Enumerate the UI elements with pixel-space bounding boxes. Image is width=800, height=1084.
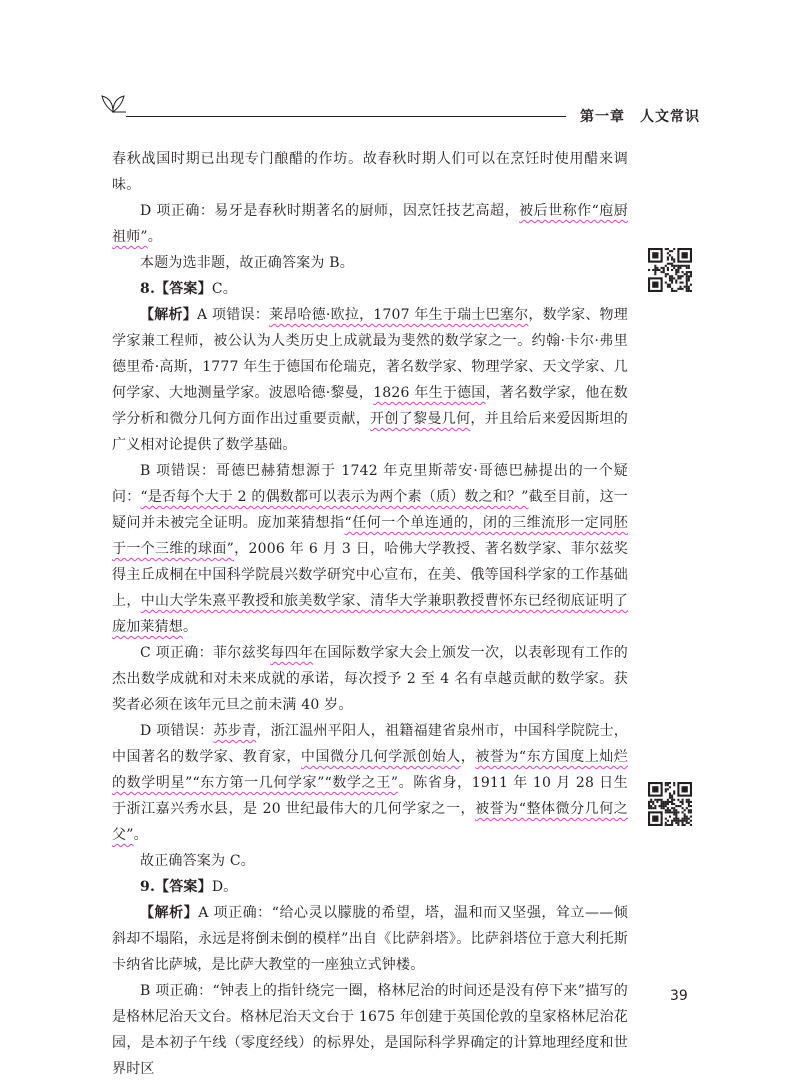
- text-run: 春秋战国时期已出现专门酿醋的作坊。故春秋时期人们可以在烹饪时使用醋来调味。: [112, 151, 628, 193]
- text-run: 。: [147, 229, 162, 245]
- text-run: ，并且给后来爱因斯坦的广义相对论提供了数学基础。: [112, 411, 628, 453]
- highlighted-text: 1826 年生于德国: [373, 385, 486, 401]
- bold-label: 8.【答案】: [140, 281, 212, 297]
- paragraph: [112, 874, 628, 900]
- text-run: ，2006 年 6 月 3 日，哈佛大学教授、著名数学家、菲尔兹奖得主丘成桐在中国科学院晨兴数学研究中心宣布，在美、俄等国科学家的工作基础上，: [112, 541, 628, 609]
- text-run: 故正确答案为 C。: [140, 853, 255, 869]
- text-run: D。: [211, 879, 238, 895]
- text-run: 截至目前，这一疑问并未被完全证明。庞加莱猜想指: [112, 489, 628, 531]
- paragraph: [112, 250, 628, 276]
- highlighted-text: 莱昂哈德·欧拉，1707 年生于瑞士巴塞尔: [268, 307, 529, 323]
- paragraph: [112, 302, 628, 458]
- highlighted-text: “任何一个单连通的，闭的三维流形一定同胚于一个三维的球面”: [112, 515, 629, 557]
- text-run: ，: [460, 749, 476, 765]
- text-run: A 项错误：: [196, 307, 269, 323]
- qr-code-icon: [648, 248, 692, 292]
- highlighted-text: 中山大学朱熹平教授和旅美数学家、清华大学兼职教授曹怀东已经彻底证明了庞加莱猜想: [112, 593, 628, 635]
- page-content: [112, 146, 628, 1082]
- paragraph: [112, 640, 628, 718]
- text-run: C。: [211, 281, 237, 297]
- bold-label: 【解析】: [140, 905, 199, 921]
- text-run: ，数学家、物理学家兼工程师，被公认为人类历史上成就最为斐然的数学家之一。约翰·卡尔·弗里德里希·高斯，1777 年生于德国布伦瑞克，著名数学家、物理学家、天文学家、几何学家、大地测量学家。波恩哈德·黎曼，: [112, 307, 628, 401]
- highlighted-text: 开创了黎曼几何: [370, 411, 471, 427]
- text-run: 。: [183, 619, 198, 635]
- text-run: ，浙江温州平阳人，祖籍福建省泉州市，中国科学院院士，中国著名的数学家、教育家，: [112, 723, 629, 765]
- text-run: D 项正确：易牙是春秋时期著名的厨师，因烹饪技艺高超，: [140, 203, 520, 219]
- qr-code-icon: [648, 782, 692, 826]
- text-run: 本题为选非题，故正确答案为 B。: [140, 255, 354, 271]
- paragraph: [112, 276, 628, 302]
- highlighted-text: 被誉为“整体微分几何之父”: [112, 801, 628, 843]
- text-run: 。: [133, 827, 148, 843]
- highlighted-text: 中国微分几何学派创始人: [300, 749, 461, 765]
- text-run: B 项错误：哥德巴赫猜想源于 1742 年克里斯蒂安·哥德巴赫提出的一个疑问：: [112, 463, 628, 505]
- chapter-title: 第一章 人文常识: [580, 109, 700, 125]
- bold-label: 【解析】: [140, 307, 197, 323]
- paragraph: [112, 718, 628, 848]
- paragraph: [112, 458, 628, 640]
- text-run: B 项正确：“钟表上的指针绕完一圈，格林尼治的时间还是没有停下来”描写的是格林尼治天文台。格林尼治天文台于 1675 年创建于英国伦敦的皇家格林尼治花园，是本初子午线（零度经线）的标界处，是国际科学界确定的计算地理经度和世界时区: [112, 983, 628, 1077]
- text-run: 在国际数学家大会上颁发一次，以表彰现有工作的杰出数学成就和对未来成就的承诺，每次授予 2 至 4 名有卓越贡献的数学家。获奖者必须在该年元旦之前未满 40 岁。: [112, 645, 628, 713]
- paragraph: [112, 978, 628, 1082]
- leaf-icon: [98, 92, 128, 114]
- text-run: 。陈省身，1911 年 10 月 28 日生于浙江嘉兴秀水县，是 20 世纪最伟大的几何学家之一，: [112, 775, 628, 817]
- highlighted-text: 被誉为“东方国度上灿烂的数学明星”“东方第一几何学家”“数学之王”: [112, 749, 629, 791]
- highlighted-text: 苏步青: [213, 723, 257, 739]
- highlighted-text: “是否每个大于 2 的偶数都可以表示为两个素（质）数之和？”: [140, 489, 529, 505]
- text-run: C 项正确：菲尔兹奖: [140, 645, 271, 661]
- bold-label: 9.【答案】: [140, 879, 212, 895]
- paragraph: [112, 198, 628, 250]
- text-run: ，著名数学家，他在数学分析和微分几何方面作出过重要贡献，: [112, 385, 629, 427]
- page-number: 39: [670, 988, 688, 1004]
- paragraph: [112, 900, 628, 978]
- paragraph: [112, 146, 628, 198]
- text-run: A 项正确：“给心灵以朦胧的希望，塔，温和而又坚强，耸立——倾斜却不塌陷，永远是将倒未倒的模样”出自《比萨斜塔》。比萨斜塔位于意大利托斯卡纳省比萨城，是比萨大教堂的一座独立式钟楼。: [112, 905, 628, 973]
- paragraph: [112, 848, 628, 874]
- highlighted-text: 每四年: [270, 645, 314, 661]
- header-rule: [126, 116, 566, 117]
- highlighted-text: 被后世称作“庖厨祖师”: [112, 203, 628, 245]
- text-run: D 项错误：: [140, 723, 214, 739]
